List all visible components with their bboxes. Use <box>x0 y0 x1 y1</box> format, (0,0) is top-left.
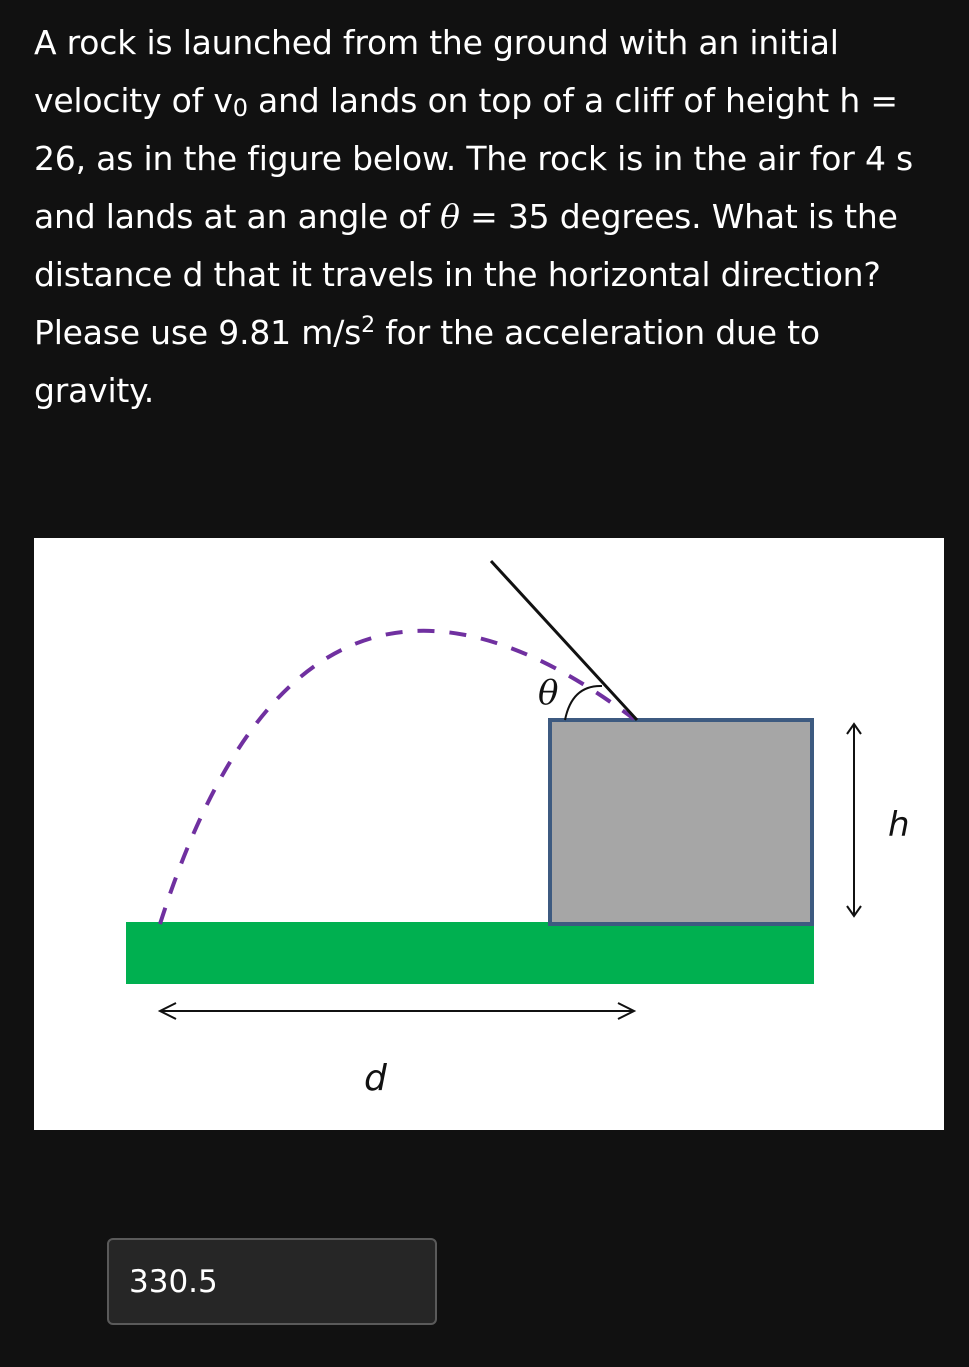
distance-label: d <box>364 1058 387 1099</box>
question-text <box>34 14 946 420</box>
projectile-figure <box>34 538 944 1130</box>
height-double-arrow-icon <box>847 724 861 916</box>
question-part-4: for the acceleration due to gravity. <box>34 313 820 410</box>
ground <box>126 922 814 984</box>
theta-label: θ <box>538 673 559 713</box>
cliff <box>550 720 812 924</box>
velocity-subscript: 0 <box>232 94 248 122</box>
squared-superscript: 2 <box>361 313 375 338</box>
height-label: h <box>888 805 910 845</box>
figure-drawing <box>34 538 944 1130</box>
distance-double-arrow-icon <box>160 1003 634 1019</box>
angle-arc-icon <box>565 686 602 720</box>
question-part-3: = 35 degrees. What is the distance d that it travels in the horizontal direction? Please use 9.81 m/s <box>34 197 898 352</box>
question-part-1: A rock is launched from the ground with an initial velocity of v <box>34 23 839 120</box>
theta-symbol: θ <box>440 197 460 236</box>
question-part-2: and lands on top of a cliff of height h = 26, as in the figure below. The rock is in the air for 4 s and lands at an angle of <box>34 81 914 236</box>
answer-input[interactable] <box>107 1238 437 1325</box>
landing-direction-line <box>491 561 637 720</box>
